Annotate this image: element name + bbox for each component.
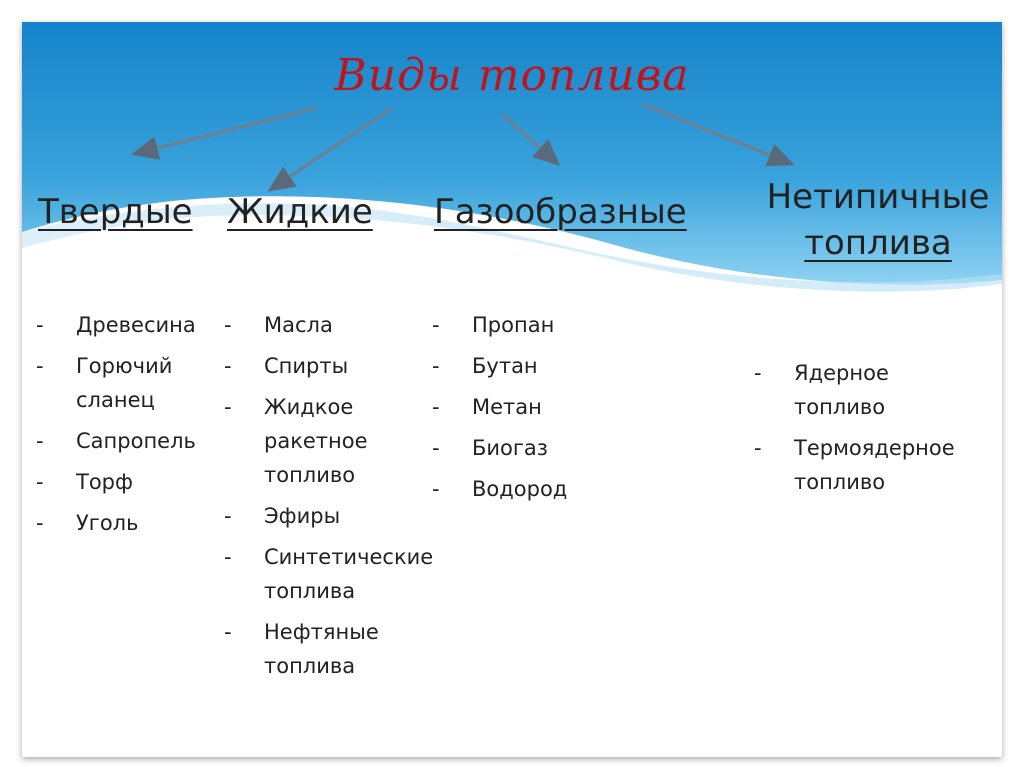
list-item: - Метан bbox=[432, 395, 542, 419]
heading-atypical-line2: топлива bbox=[804, 223, 952, 263]
list-item: - Ядерное топливо bbox=[754, 361, 889, 419]
list-item: - Спирты bbox=[224, 354, 349, 378]
arrow-to-gas bbox=[502, 114, 558, 164]
list-atypical bbox=[754, 356, 974, 506]
list-item: - Водород bbox=[432, 477, 568, 501]
list-item: - Биогаз bbox=[432, 436, 548, 460]
arrow-to-liquid bbox=[270, 108, 392, 190]
list-solid bbox=[36, 308, 216, 547]
list-item: - Бутан bbox=[432, 354, 538, 378]
heading-gas: Газообразные bbox=[434, 192, 687, 232]
list-item: - Уголь bbox=[36, 511, 139, 535]
list-liquid bbox=[224, 308, 434, 690]
list-item: - Термоядерное топливо bbox=[754, 436, 955, 494]
list-item: - Горючий сланец bbox=[36, 354, 173, 412]
heading-atypical bbox=[754, 174, 1002, 266]
page-title: Виды топлива bbox=[334, 50, 690, 101]
list-item: - Сапропель bbox=[36, 429, 196, 453]
heading-solid: Твердые bbox=[38, 192, 193, 232]
list-item: - Древесина bbox=[36, 313, 196, 337]
list-item: - Жидкое ракетное топливо bbox=[224, 395, 368, 487]
list-item: - Эфиры bbox=[224, 504, 341, 528]
arrow-to-atypical bbox=[642, 104, 792, 164]
heading-liquid: Жидкие bbox=[227, 192, 373, 232]
heading-atypical-line1: Нетипичные bbox=[766, 177, 990, 217]
list-item: - Пропан bbox=[432, 313, 555, 337]
list-item: - Синтетические топлива bbox=[224, 545, 434, 603]
arrow-to-solid bbox=[134, 108, 317, 154]
list-item: - Нефтяные топлива bbox=[224, 620, 379, 678]
list-gas bbox=[432, 308, 632, 513]
list-item: - Масла bbox=[224, 313, 333, 337]
slide bbox=[22, 22, 1002, 757]
list-item: - Торф bbox=[36, 470, 133, 494]
